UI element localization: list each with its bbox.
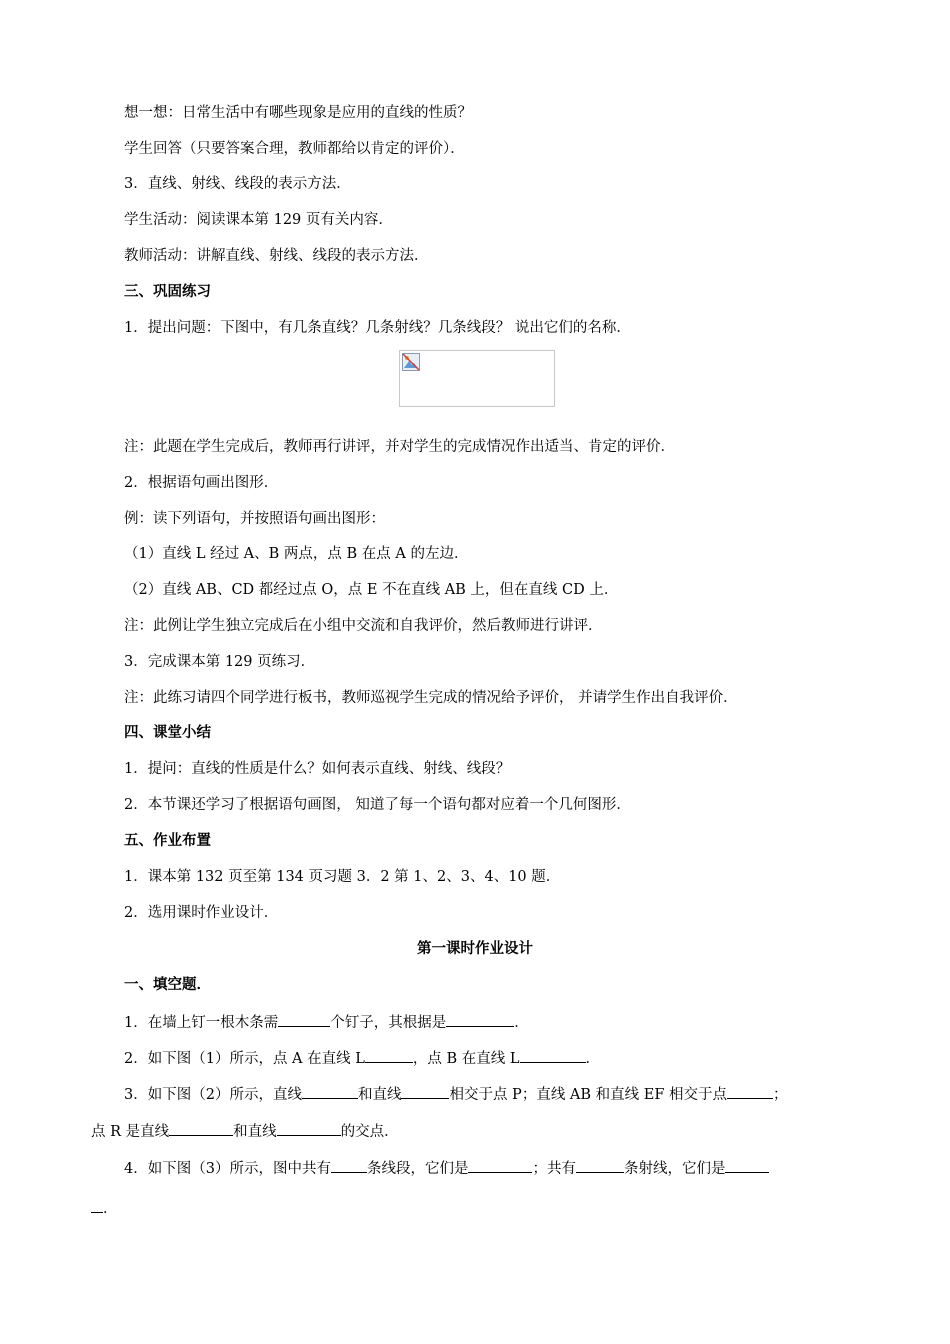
answer-blank[interactable] <box>401 1083 449 1099</box>
worksheet-title: 第一课时作业设计 <box>417 941 533 957</box>
text-line: （1）直线 L 经过 A、B 两点，点 B 在点 A 的左边． <box>124 546 469 562</box>
text-line: 注：此例让学生独立完成后在小组中交流和自我评价，然后教师进行讲评． <box>124 618 603 634</box>
text-line: 注：此练习请四个同学进行板书，教师巡视学生完成的情况给予评价， 并请学生作出自我评价． <box>124 690 738 706</box>
answer-blank[interactable] <box>91 1197 103 1213</box>
answer-blank[interactable] <box>468 1157 532 1173</box>
text-line: 1．提出问题：下图中，有几条直线？几条射线？几条线段？ 说出它们的名称． <box>124 320 631 336</box>
question-text: ，点 B 在直线 L <box>412 1051 520 1067</box>
question-text: 的交点． <box>340 1124 399 1140</box>
answer-blank[interactable] <box>365 1047 413 1063</box>
broken-image-icon <box>402 353 420 371</box>
question-2 <box>124 1047 600 1069</box>
question-text: ． <box>514 1015 529 1031</box>
answer-blank[interactable] <box>446 1011 514 1027</box>
text-line: 教师活动：讲解直线、射线、线段的表示方法． <box>124 248 429 264</box>
section-heading: 一、填空题． <box>124 977 211 993</box>
text-line: （2）直线 AB、CD 都经过点 O，点 E 不在直线 AB 上，但在直线 CD 上． <box>124 582 619 598</box>
question-text: 和直线 <box>233 1124 277 1140</box>
question-text: 和直线 <box>357 1087 402 1103</box>
answer-blank[interactable] <box>576 1157 624 1173</box>
question-3-continued <box>91 1120 399 1142</box>
question-3 <box>124 1083 788 1105</box>
question-text: 1．在墙上钉一根木条需 <box>124 1015 279 1031</box>
answer-blank[interactable] <box>725 1157 769 1173</box>
text-line: 1．课本第 132 页至第 134 页习题 3．2 第 1、2、3、4、10 题． <box>124 869 561 885</box>
answer-blank[interactable] <box>727 1083 773 1099</box>
answer-blank[interactable] <box>302 1083 358 1099</box>
question-text: 条线段，它们是 <box>366 1161 469 1177</box>
question-text: ；共有 <box>532 1161 576 1177</box>
text-line: 3．完成课本第 129 页练习． <box>124 654 316 670</box>
answer-blank[interactable] <box>278 1011 330 1027</box>
text-line: 注：此题在学生完成后，教师再行讲评，并对学生的完成情况作出适当、肯定的评价． <box>124 439 675 455</box>
question-text: 4．如下图（3）所示，图中共有 <box>124 1161 331 1177</box>
question-4-continued <box>91 1197 118 1219</box>
answer-blank[interactable] <box>169 1120 233 1136</box>
text-line: 2．本节课还学习了根据语句画图， 知道了每一个语句都对应着一个几何图形． <box>124 797 631 813</box>
question-text: ； <box>773 1087 788 1103</box>
question-1 <box>124 1011 529 1033</box>
question-text: 3．如下图（2）所示，直线 <box>124 1087 302 1103</box>
text-line: 学生活动：阅读课本第 129 页有关内容． <box>124 212 393 228</box>
text-line: 学生回答（只要答案合理，教师都给以肯定的评价）． <box>124 141 465 157</box>
answer-blank[interactable] <box>277 1120 341 1136</box>
question-text: 个钉子，其根据是 <box>330 1015 447 1031</box>
text-line: 例：读下列语句，并按照语句画出图形： <box>124 511 385 527</box>
question-text: 点 R 是直线 <box>91 1124 170 1140</box>
text-line: 想一想：日常生活中有哪些现象是应用的直线的性质？ <box>124 105 472 121</box>
text-line: 2．根据语句画出图形． <box>124 475 279 491</box>
question-4 <box>124 1157 769 1179</box>
question-text: 2．如下图（1）所示，点 A 在直线 L <box>124 1051 365 1067</box>
question-text: ． <box>103 1201 118 1217</box>
answer-blank[interactable] <box>520 1047 586 1063</box>
section-heading: 四、课堂小结 <box>124 725 211 741</box>
question-text: 相交于点 P；直线 AB 和直线 EF 相交于点 <box>449 1087 728 1103</box>
question-text: ． <box>585 1051 601 1067</box>
text-line: 2．选用课时作业设计． <box>124 905 279 921</box>
section-heading: 三、巩固练习 <box>124 284 211 300</box>
text-line: 3．直线、射线、线段的表示方法． <box>124 176 351 192</box>
text-line: 1．提问：直线的性质是什么？如何表示直线、射线、线段？ <box>124 761 511 777</box>
question-text: 条射线，它们是 <box>623 1161 726 1177</box>
answer-blank[interactable] <box>331 1157 367 1173</box>
figure-image <box>399 350 555 407</box>
section-heading: 五、作业布置 <box>124 833 211 849</box>
